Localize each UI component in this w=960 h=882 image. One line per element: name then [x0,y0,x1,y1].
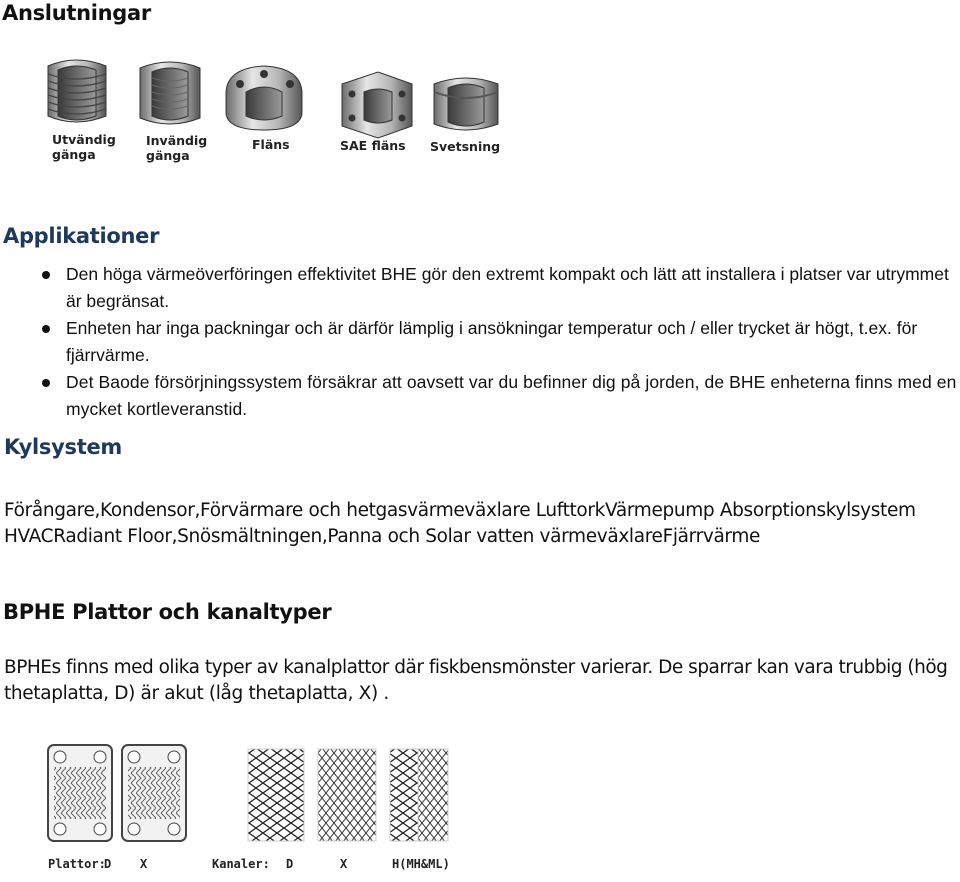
caption-weld: Svetsning [430,139,501,154]
plates-heading: BPHE Plattor och kanaltyper [3,600,332,624]
applications-heading: Applikationer [3,224,160,248]
plates-line-2: thetaplatta, D) är akut (låg thetaplatta, X) . [4,683,389,704]
caption-internal-thread: Invändig gänga [146,133,208,163]
flange-illustration [226,66,302,130]
list-item: Det Baode försörjningssystem försäkrar att oavsett var du befinner dig på jorden, de BHE enheterna finns med en mycket kortleveranstid. [40,369,960,423]
weld-illustration [434,78,498,130]
cooling-heading: Kylsystem [4,435,122,459]
cooling-line-1: Förångare,Kondensor,Förvärmare och hetgasvärmeväxlare LufttorkVärmepump Absorptionskylsystem [4,500,916,521]
caption-external-thread: Utvändig gänga [52,132,116,162]
bullet-icon [42,379,50,387]
caption-sae-flange: SAE fläns [340,138,406,153]
bullet-icon [42,271,50,279]
list-item: Den höga värmeöverföringen effektivitet BHE gör den extremt kompakt och lätt att installera i platser var utrymmet är begränsat. [40,261,960,315]
applications-list [40,261,960,423]
plate-type-x: X [140,857,148,871]
channel-h-illustration [390,749,448,841]
internal-thread-illustration [140,62,200,124]
channel-type-x: X [340,857,348,871]
cooling-line-2: HVACRadiant Floor,Snösmältningen,Panna och Solar vatten värmeväxlareFjärrvärme [4,526,761,547]
list-item: Enheten har inga packningar och är därför lämplig i ansökningar temperatur och / eller trycket är högt, t.ex. för fjärrvärme. [40,315,960,369]
channels-label: Kanaler: [212,857,270,871]
channel-type-d: D [286,857,294,871]
connections-heading: Anslutningar [2,1,151,25]
bullet-icon [42,325,50,333]
channel-d-illustration [248,749,304,841]
caption-flange: Fläns [252,137,290,152]
plates-label: Plattor: [48,857,106,871]
channel-x-illustration [318,749,376,841]
plate-type-d: D [104,857,112,871]
channel-type-h: H(MH&ML) [392,857,450,871]
plate-channel-figure [46,743,486,853]
sae-flange-illustration [342,72,412,138]
plate-x-illustration [122,745,186,841]
external-thread-illustration [48,60,106,122]
plates-line-1: BPHEs finns med olika typer av kanalplattor där fiskbensmönster varierar. De sparrar kan vara trubbig (hög [4,657,948,678]
plate-d-illustration [48,745,112,841]
